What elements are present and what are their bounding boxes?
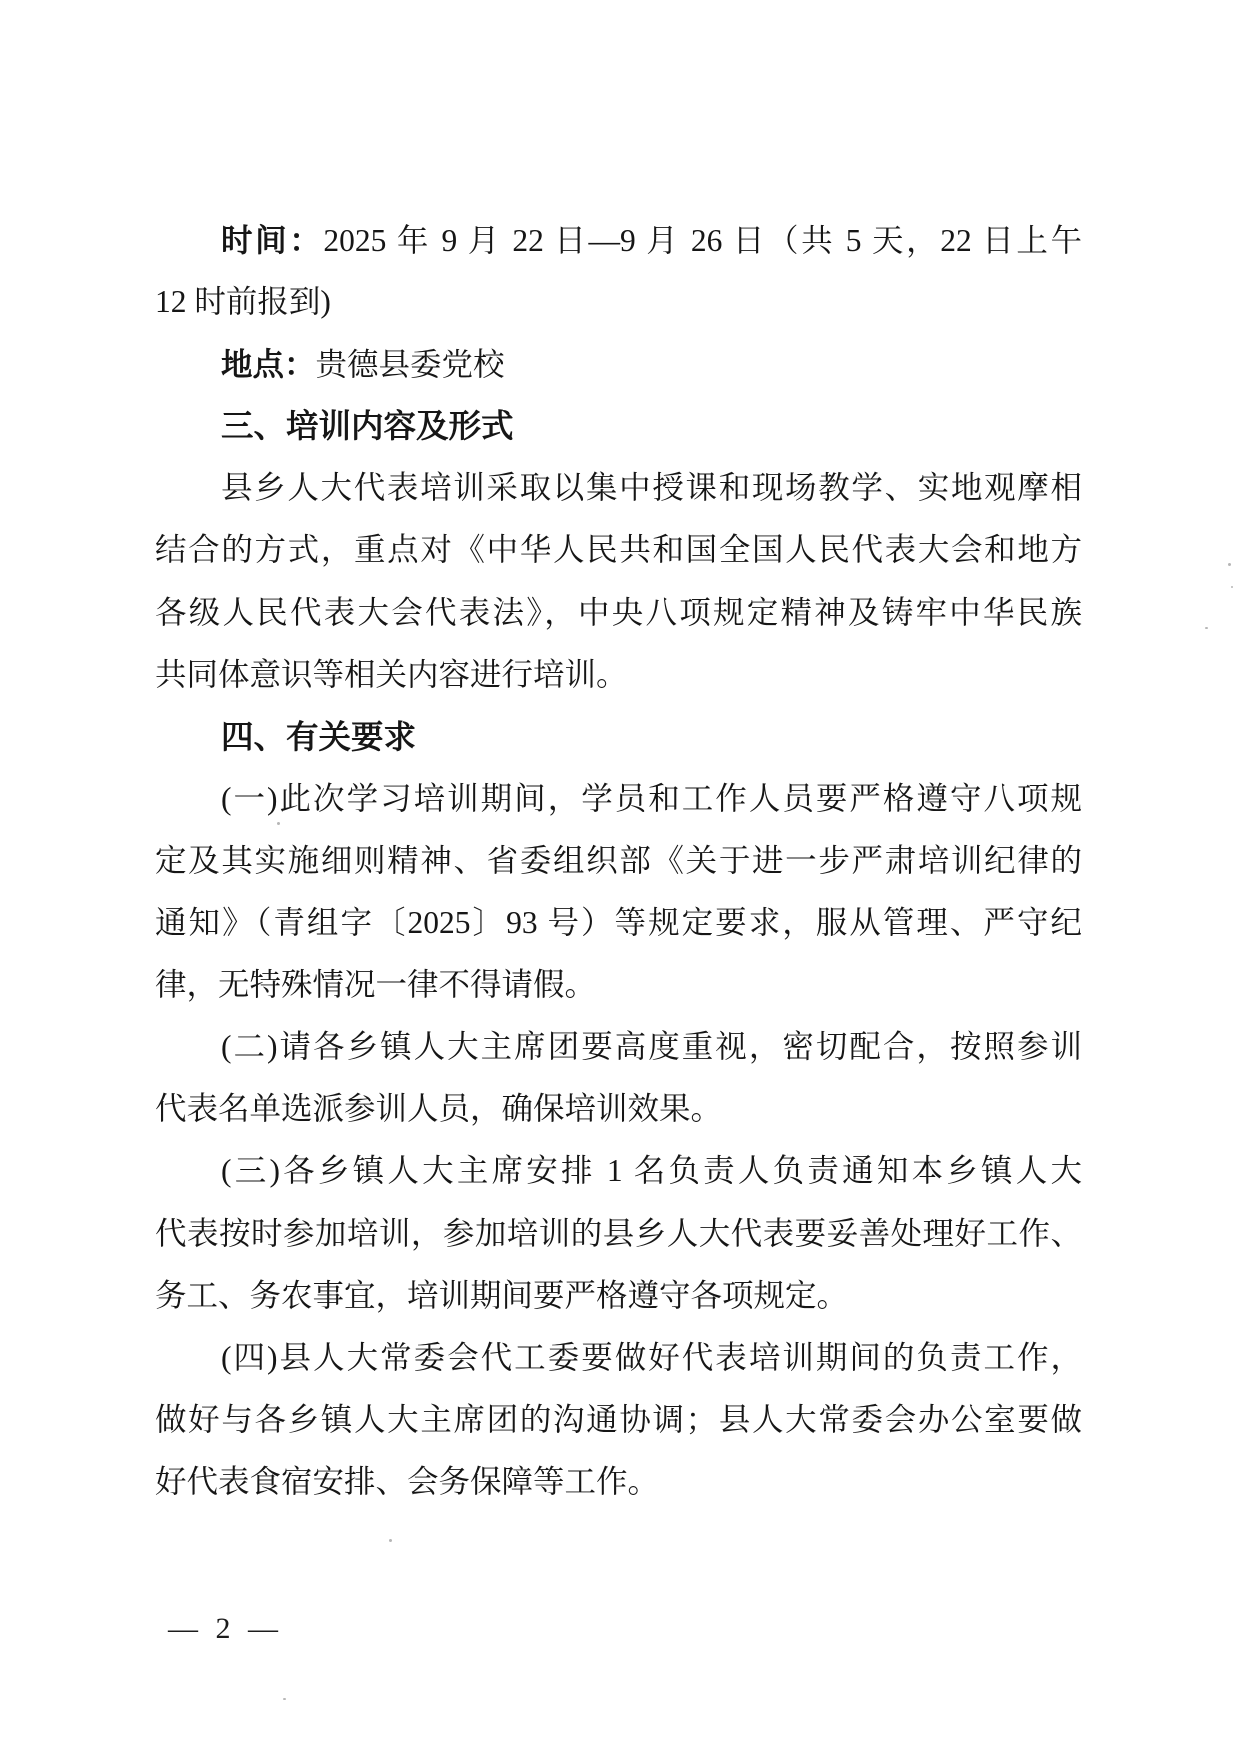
text-line: 县乡人大代表培训采取以集中授课和现场教学、实地观摩相 bbox=[221, 470, 1082, 506]
scan-speck bbox=[1231, 586, 1233, 588]
text-line: 律，无特殊情况一律不得请假。 bbox=[155, 967, 597, 1003]
text-line: 结合的方式，重点对《中华人民共和国全国人民代表大会和地方 bbox=[155, 532, 1082, 568]
text-line: 12 时前报到) bbox=[155, 284, 331, 320]
scan-speck bbox=[283, 1698, 286, 1700]
text-line-item-3: (三)各乡镇人大主席安排 1 名负责人负责通知本乡镇人大 bbox=[221, 1153, 1082, 1189]
page-number: — 2 — bbox=[168, 1612, 283, 1645]
text-line: 务工、务农事宜，培训期间要严格遵守各项规定。 bbox=[155, 1277, 849, 1313]
text-line-item-2: (二)请各乡镇人大主席团要高度重视，密切配合，按照参训 bbox=[221, 1029, 1082, 1065]
text-line-time bbox=[155, 209, 1082, 271]
text-line: 各级人民代表大会代表法》，中央八项规定精神及铸牢中华民族 bbox=[155, 594, 1082, 630]
document-body bbox=[155, 209, 1082, 1513]
scan-speck bbox=[1228, 563, 1231, 566]
field-label-location: 地点： bbox=[221, 346, 316, 383]
text-line: 共同体意识等相关内容进行培训。 bbox=[155, 656, 628, 692]
text-line: 做好与各乡镇人大主席团的沟通协调；县人大常委会办公室要做 bbox=[155, 1401, 1082, 1437]
text-line-location bbox=[155, 333, 1082, 395]
text-line: 代表名单选派参训人员，确保培训效果。 bbox=[155, 1091, 723, 1127]
field-value-time: 2025 年 9 月 22 日—9 月 26 日（共 5 天，22 日上午 bbox=[323, 223, 1082, 258]
text-line: 代表按时参加培训，参加培训的县乡人大代表要妥善处理好工作、 bbox=[155, 1215, 1082, 1251]
scan-speck bbox=[1205, 627, 1208, 629]
section-heading-3: 三、培训内容及形式 bbox=[221, 408, 514, 445]
text-line-item-4: (四)县人大常委会代工委要做好代表培训期间的负责工作， bbox=[221, 1339, 1082, 1375]
text-line-item-1: (一)此次学习培训期间，学员和工作人员要严格遵守八项规 bbox=[221, 780, 1082, 816]
section-heading-4: 四、有关要求 bbox=[221, 718, 417, 755]
text-line: 通知》（青组字〔2025〕93 号）等规定要求，服从管理、严守纪 bbox=[155, 905, 1082, 941]
text-line: 定及其实施细则精神、省委组织部《关于进一步严肃培训纪律的 bbox=[155, 842, 1082, 878]
field-value-location: 贵德县委党校 bbox=[315, 347, 505, 383]
text-line: 好代表食宿安排、会务保障等工作。 bbox=[155, 1463, 660, 1499]
scan-speck bbox=[277, 822, 280, 825]
field-label-time: 时间： bbox=[221, 222, 324, 258]
scan-speck bbox=[389, 1539, 392, 1542]
